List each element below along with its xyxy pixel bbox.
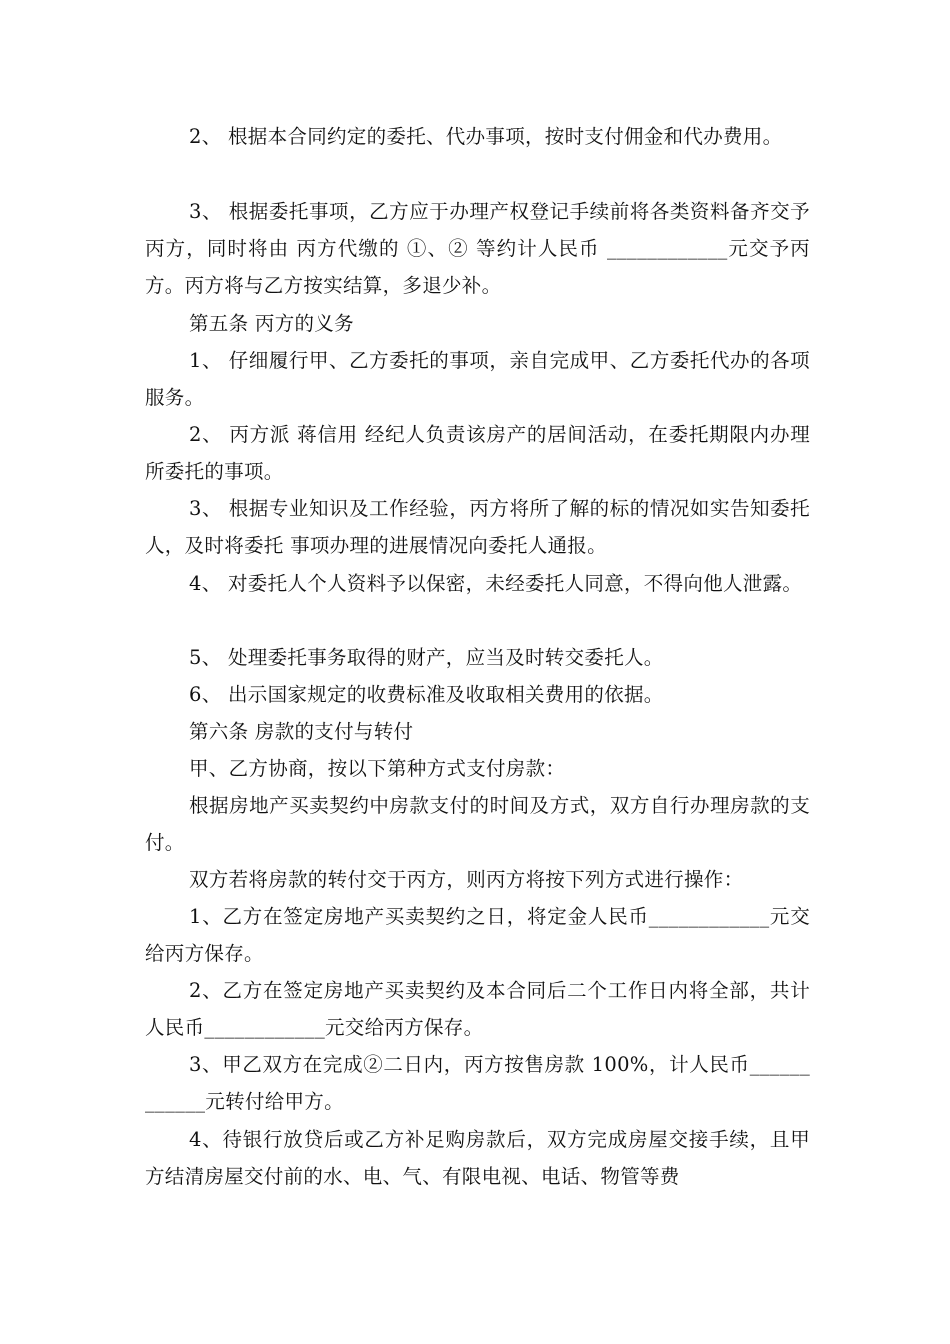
paragraph: 3、甲乙双方在完成②二日内，丙方按售房款 100%，计人民币____________元转付给甲方。 — [145, 1053, 810, 1113]
paragraph: 4、待银行放贷后或乙方补足购房款后，双方完成房屋交接手续，且甲方结清房屋交付前的水、电、气、有限电视、电话、物管等费 — [145, 1128, 810, 1188]
paragraph: 3、 根据委托事项，乙方应于办理产权登记手续前将各类资料备齐交予丙方，同时将由 丙方代缴的 ①、② 等约计人民币 ____________元交予丙方。丙方将与乙方按实结算，多退少补。 — [145, 200, 810, 297]
paragraph: 5、 处理委托事务取得的财产，应当及时转交委托人。 — [189, 646, 664, 669]
paragraph: 3、 根据专业知识及工作经验，丙方将所了解的标的情况如实告知委托人，及时将委托 事项办理的进展情况向委托人通报。 — [145, 497, 810, 557]
paragraph: 2、乙方在签定房地产买卖契约及本合同后二个工作日内将全部，共计人民币____________元交给丙方保存。 — [145, 979, 810, 1039]
paragraph: 1、 仔细履行甲、乙方委托的事项，亲自完成甲、乙方委托代办的各项服务。 — [145, 349, 810, 409]
paragraph: 根据房地产买卖契约中房款支付的时间及方式，双方自行办理房款的支付。 — [145, 794, 810, 854]
paragraph: 双方若将房款的转付交于丙方，则丙方将按下列方式进行操作： — [189, 868, 744, 891]
paragraph: 2、 根据本合同约定的委托、代办事项，按时支付佣金和代办费用。 — [189, 125, 783, 148]
section-heading: 第五条 丙方的义务 — [189, 312, 354, 335]
paragraph: 6、 出示国家规定的收费标准及收取相关费用的依据。 — [189, 683, 664, 706]
paragraph: 2、 丙方派 蒋信用 经纪人负责该房产的居间活动，在委托期限内办理所委托的事项。 — [145, 423, 810, 483]
section-heading: 第六条 房款的支付与转付 — [189, 720, 414, 743]
paragraph: 4、 对委托人个人资料予以保密，未经委托人同意，不得向他人泄露。 — [189, 572, 803, 595]
paragraph: 1、乙方在签定房地产买卖契约之日，将定金人民币____________元交给丙方保存。 — [145, 905, 810, 965]
paragraph: 甲、乙方协商，按以下第种方式支付房款： — [189, 757, 566, 780]
